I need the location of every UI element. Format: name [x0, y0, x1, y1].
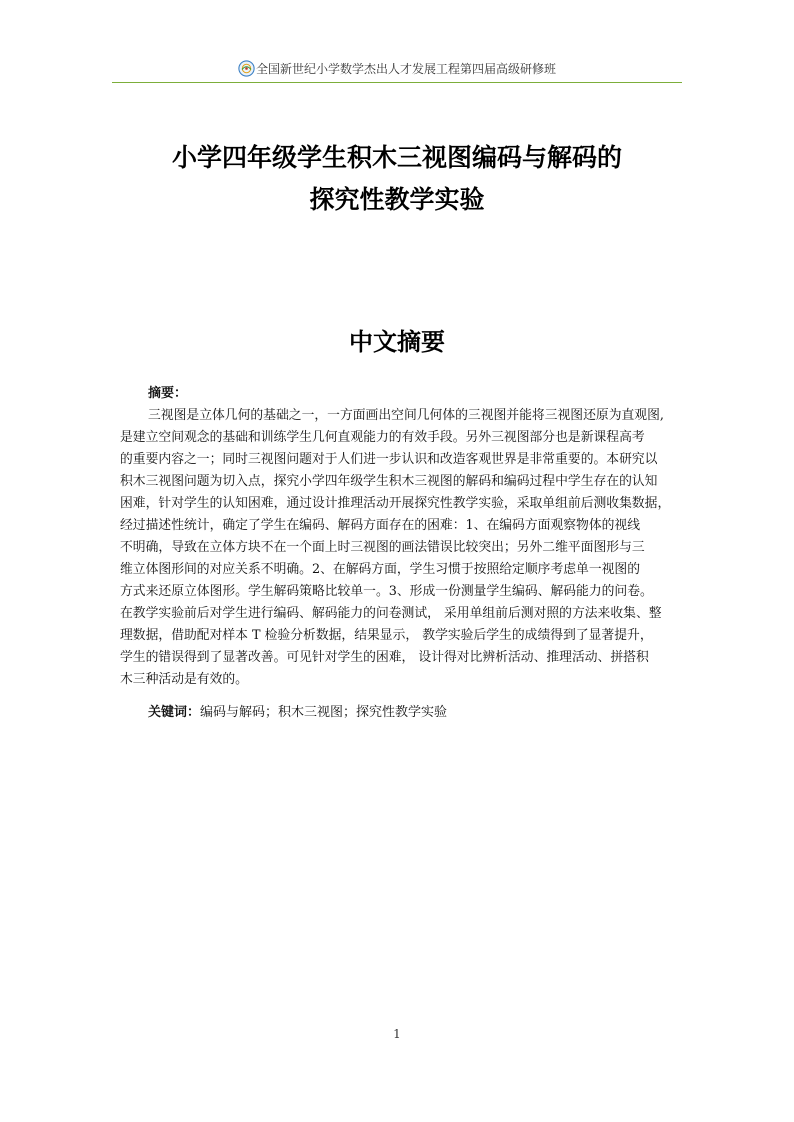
- running-header: [112, 60, 682, 77]
- abstract-line: 木三种活动是有效的。: [120, 672, 248, 687]
- abstract-body: [120, 405, 700, 691]
- abstract-line: 方式来还原立体图形。学生解码策略比较单一。3、形成一份测量学生编码、解码能力的问卷。: [120, 584, 653, 599]
- program-logo-icon: [238, 60, 255, 77]
- abstract-line: 在教学实验前后对学生进行编码、解码能力的问卷测试， 采用单组前后测对照的方法来收集、整: [120, 606, 662, 621]
- abstract-line: 维立体图形间的对应关系不明确。2、在解码方面，学生习惯于按照给定顺序考虑单一视图的: [120, 562, 641, 577]
- keywords-text: 编码与解码；积木三视图；探究性教学实验: [200, 705, 448, 720]
- abstract-heading: 中文摘要: [349, 328, 445, 356]
- abstract-line: 三视图是立体几何的基础之一，一方面画出空间几何体的三视图并能将三视图还原为直观图,: [148, 408, 664, 423]
- abstract-line: 困难，针对学生的认知困难，通过设计推理活动开展探究性教学实验，采取单组前后测收集数据，: [120, 496, 671, 511]
- abstract-line: 经过描述性统计，确定了学生在编码、解码方面存在的困难：1、在编码方面观察物体的视线: [120, 518, 641, 533]
- page-number: 1: [393, 1027, 401, 1041]
- paper-title-line-1: 小学四年级学生积木三视图编码与解码的: [171, 143, 622, 172]
- keywords: [148, 702, 447, 724]
- keywords-label: 关键词：: [148, 705, 201, 720]
- paper-title-line-2: 探究性教学实验: [309, 185, 485, 214]
- abstract-line: 学生的错误得到了显著改善。可见针对学生的困难， 设计得对比辨析活动、推理活动、拼搭积: [120, 650, 649, 665]
- abstract-label: 摘要：: [148, 386, 188, 401]
- abstract-line: 的重要内容之一；同时三视图问题对于人们进一步认识和改造客观世界是非常重要的。本研究以: [120, 452, 658, 467]
- abstract-line: 是建立空间观念的基础和训练学生几何直观能力的有效手段。另外三视图部分也是新课程高考: [120, 430, 645, 445]
- header-text: 全国新世纪小学数学杰出人才发展工程第四届高级研修班: [255, 62, 556, 76]
- header-rule: [112, 82, 682, 83]
- abstract-line: 不明确，导致在立体方块不在一个面上时三视图的画法错误比较突出；另外二维平面图形与三: [120, 540, 645, 555]
- abstract-line: 积木三视图问题为切入点，探究小学四年级学生积木三视图的解码和编码过程中学生存在的认知: [120, 474, 658, 489]
- abstract-line: 理数据，借助配对样本 T 检验分析数据，结果显示， 教学实验后学生的成绩得到了显著提升，: [120, 628, 653, 643]
